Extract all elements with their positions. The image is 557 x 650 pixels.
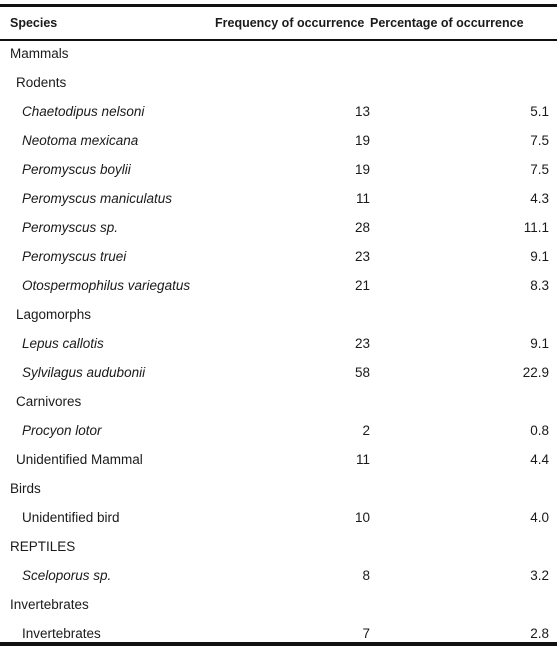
table-row bbox=[0, 619, 557, 648]
species-cell: Invertebrates bbox=[22, 626, 101, 641]
frequency-cell bbox=[215, 387, 370, 416]
species-cell: Peromyscus maniculatus bbox=[22, 191, 173, 206]
frequency-cell bbox=[215, 39, 370, 68]
percentage-cell bbox=[370, 532, 557, 561]
frequency-cell: 58 bbox=[354, 365, 370, 380]
species-cell: REPTILES bbox=[10, 539, 76, 554]
percentage-cell: 9.1 bbox=[530, 249, 549, 264]
frequency-cell bbox=[215, 532, 370, 561]
frequency-cell bbox=[215, 68, 370, 97]
percentage-cell: 22.9 bbox=[522, 365, 549, 380]
frequency-cell: 19 bbox=[354, 162, 370, 177]
frequency-cell: 11 bbox=[355, 191, 370, 206]
species-cell: Rodents bbox=[16, 75, 67, 90]
frequency-cell: 23 bbox=[354, 249, 370, 264]
table-body bbox=[0, 39, 557, 648]
frequency-cell: 19 bbox=[354, 133, 370, 148]
frequency-cell bbox=[215, 590, 370, 619]
table-row bbox=[0, 416, 557, 445]
frequency-cell bbox=[215, 474, 370, 503]
percentage-cell bbox=[370, 68, 557, 97]
species-cell: Mammals bbox=[10, 46, 69, 61]
table-row bbox=[0, 97, 557, 126]
header-row bbox=[0, 7, 557, 39]
table-row bbox=[0, 329, 557, 358]
frequency-cell: 10 bbox=[354, 510, 370, 525]
percentage-cell: 4.0 bbox=[530, 510, 549, 525]
species-cell: Peromyscus truei bbox=[22, 249, 127, 264]
percentage-cell bbox=[370, 300, 557, 329]
table-row bbox=[0, 387, 557, 416]
percentage-cell: 4.3 bbox=[530, 191, 549, 206]
table-row bbox=[0, 300, 557, 329]
table-row bbox=[0, 474, 557, 503]
table-row bbox=[0, 126, 557, 155]
frequency-cell: 23 bbox=[354, 336, 370, 351]
header-species: Species bbox=[10, 16, 58, 30]
percentage-cell: 3.2 bbox=[530, 568, 549, 583]
species-occurrence-table bbox=[0, 7, 557, 648]
percentage-cell: 4.4 bbox=[530, 452, 549, 467]
species-cell: Lepus callotis bbox=[22, 336, 104, 351]
percentage-cell bbox=[370, 39, 557, 68]
species-cell: Sylvilagus audubonii bbox=[22, 365, 146, 380]
frequency-cell: 7 bbox=[362, 626, 370, 641]
species-cell: Lagomorphs bbox=[16, 307, 92, 322]
frequency-cell: 2 bbox=[362, 423, 370, 438]
header-frequency: Frequency of occurrence bbox=[215, 16, 365, 30]
frequency-cell: 28 bbox=[354, 220, 370, 235]
species-cell: Unidentified bird bbox=[22, 510, 120, 525]
table-row bbox=[0, 242, 557, 271]
species-cell: Peromyscus boylii bbox=[22, 162, 131, 177]
table-row bbox=[0, 213, 557, 242]
percentage-cell: 8.3 bbox=[530, 278, 549, 293]
species-cell: Procyon lotor bbox=[22, 423, 102, 438]
percentage-cell: 5.1 bbox=[530, 104, 549, 119]
percentage-cell: 9.1 bbox=[530, 336, 549, 351]
table-row bbox=[0, 590, 557, 619]
header-percentage: Percentage of occurrence bbox=[370, 16, 524, 30]
percentage-cell bbox=[370, 474, 557, 503]
table-row bbox=[0, 68, 557, 97]
percentage-cell: 7.5 bbox=[530, 133, 549, 148]
frequency-cell: 13 bbox=[354, 104, 370, 119]
percentage-cell: 11.1 bbox=[523, 220, 549, 235]
table-row bbox=[0, 445, 557, 474]
species-cell: Sceloporus sp. bbox=[22, 568, 112, 583]
table-row bbox=[0, 503, 557, 532]
species-cell: Invertebrates bbox=[10, 597, 89, 612]
table-row bbox=[0, 39, 557, 68]
percentage-cell: 7.5 bbox=[530, 162, 549, 177]
table-row bbox=[0, 532, 557, 561]
table-row bbox=[0, 561, 557, 590]
table-row bbox=[0, 358, 557, 387]
table-row bbox=[0, 155, 557, 184]
species-cell: Peromyscus sp. bbox=[22, 220, 119, 235]
table-row bbox=[0, 271, 557, 300]
frequency-cell bbox=[215, 300, 370, 329]
species-cell: Carnivores bbox=[16, 394, 82, 409]
species-cell: Neotoma mexicana bbox=[22, 133, 139, 148]
frequency-cell: 21 bbox=[354, 278, 370, 293]
table-header bbox=[0, 7, 557, 39]
percentage-cell: 0.8 bbox=[530, 423, 549, 438]
species-cell: Birds bbox=[10, 481, 41, 496]
percentage-cell bbox=[370, 387, 557, 416]
species-cell: Otospermophilus variegatus bbox=[22, 278, 191, 293]
percentage-cell bbox=[370, 590, 557, 619]
species-cell: Unidentified Mammal bbox=[16, 452, 143, 467]
percentage-cell: 2.8 bbox=[530, 626, 549, 641]
table-row bbox=[0, 184, 557, 213]
frequency-cell: 8 bbox=[362, 568, 370, 583]
frequency-cell: 11 bbox=[355, 452, 370, 467]
species-cell: Chaetodipus nelsoni bbox=[22, 104, 145, 119]
